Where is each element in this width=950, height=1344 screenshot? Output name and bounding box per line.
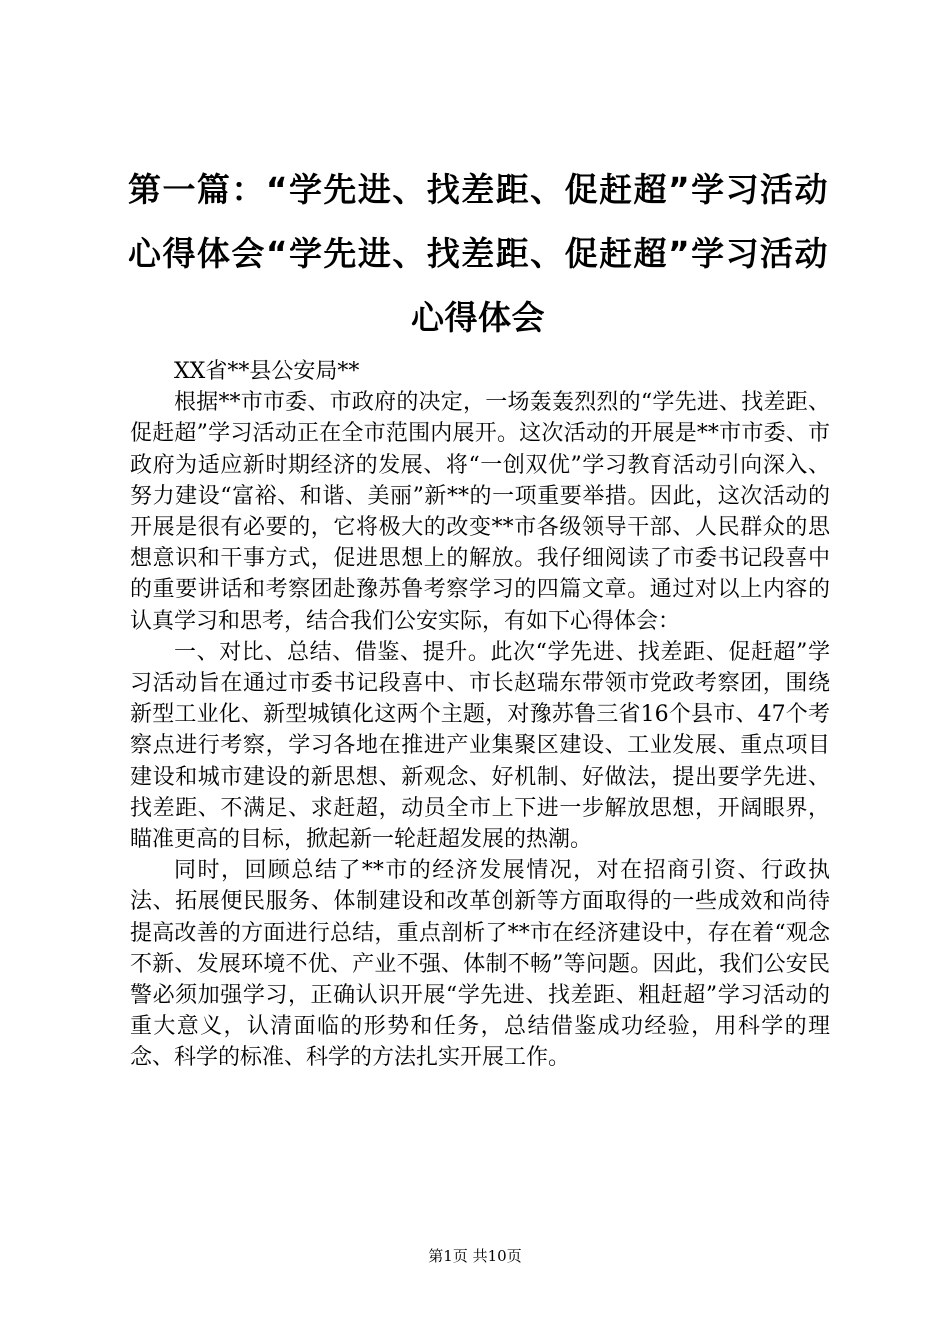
paragraph-1: 根据**市市委、市政府的决定，一场轰轰烈烈的“学先进、找差距、促赶超”学习活动正在全市范围内展开。这次活动的开展是**市市委、市政府为适应新时期经济的发展、将“一创双优”学习教育活动引向深入、努力建设“富裕、和谐、美丽”新**的一项重要举措。因此，这次活动的开展是很有必要的，它将极大的改变**市各级领导干部、人民群众的思想意识和干事方式，促进思想上的解放。我仔细阅读了市委书记段喜中的重要讲话和考察团赴豫苏鲁考察学习的四篇文章。通过对以上内容的认真学习和思考，结合我们公安实际，有如下心得体会： (130, 390, 830, 634)
document-title: 第一篇：“学先进、找差距、促赶超”学习活动心得体会“学先进、找差距、促赶超”学习活动心得体会 (128, 170, 828, 337)
page-footer: 第1页 共10页 (428, 1247, 522, 1265)
document-body (130, 356, 830, 1074)
paragraph-2: 一、对比、总结、借鉴、提升。此次“学先进、找差距、促赶超”学习活动旨在通过市委书记段喜中、市长赵瑞东带领市党政考察团，围绕新型工业化、新型城镇化这两个主题，对豫苏鲁三省16个县市、47个考察点进行考察，学习各地在推进产业集聚区建设、工业发展、重点项目建设和城市建设的新思想、新观念、好机制、好做法，提出要学先进、找差距、不满足、求赶超，动员全市上下进一步解放思想，开阔眼界，瞄准更高的目标，掀起新一轮赶超发展的热潮。 (130, 639, 830, 853)
byline: XX省**县公安局** (174, 359, 360, 384)
paragraph-3: 同时，回顾总结了**市的经济发展情况，对在招商引资、行政执法、拓展便民服务、体制建设和改革创新等方面取得的一些成效和尚待提高改善的方面进行总结，重点剖析了**市在经济建设中，存在着“观念不新、发展环境不优、产业不强、体制不畅”等问题。因此，我们公安民警必须加强学习，正确认识开展“学先进、找差距、粗赶超”学习活动的重大意义，认清面临的形势和任务，总结借鉴成功经验，用科学的理念、科学的标准、科学的方法扎实开展工作。 (130, 858, 830, 1071)
